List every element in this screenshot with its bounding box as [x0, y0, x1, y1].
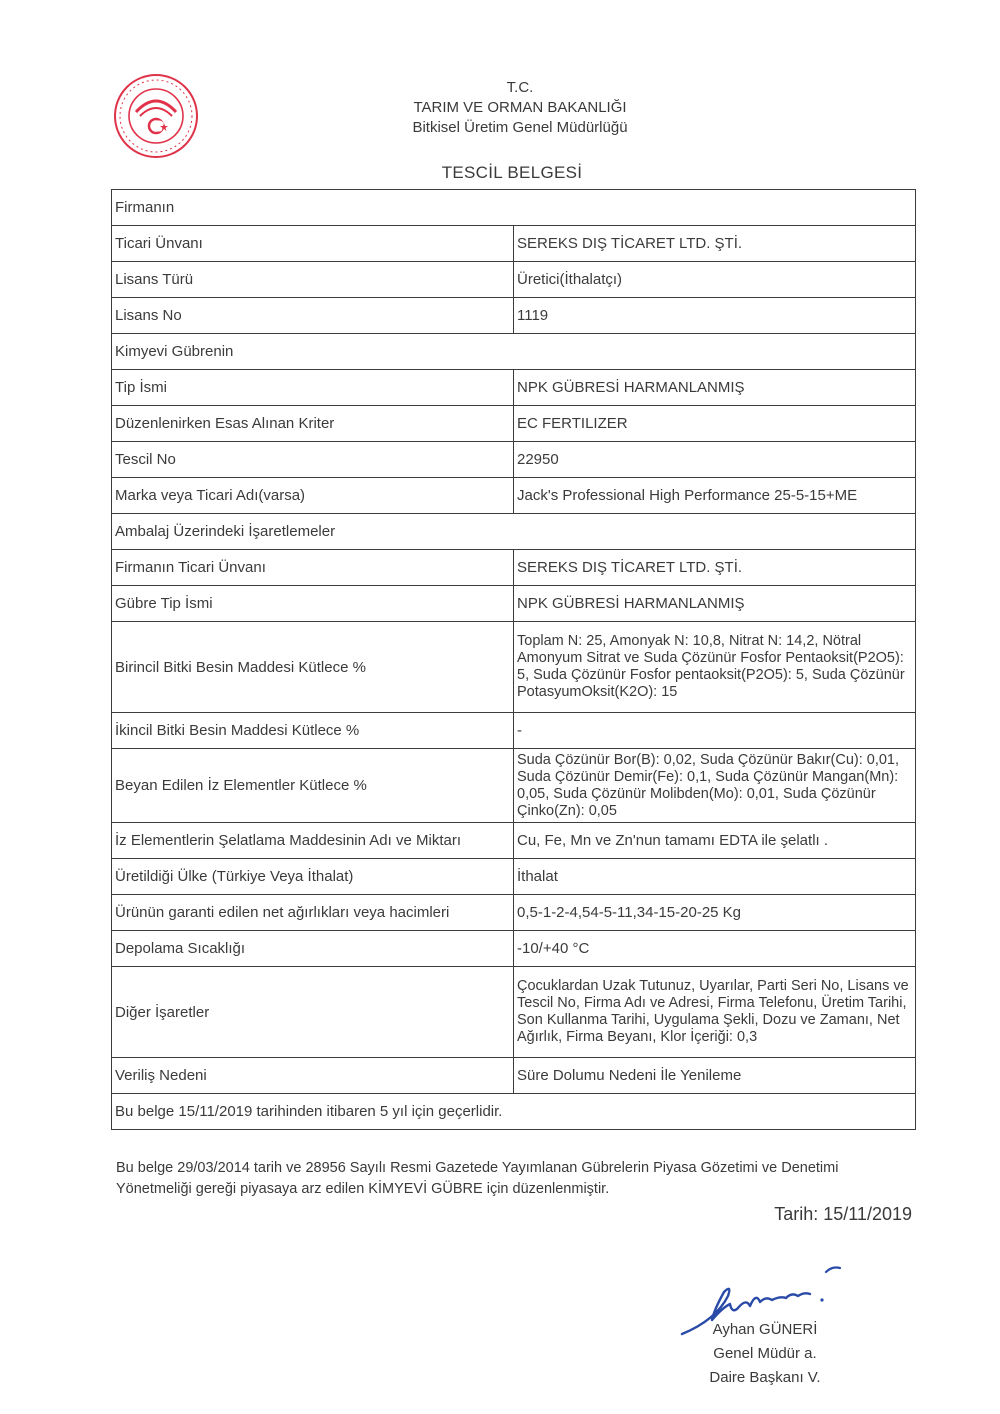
row-label: İz Elementlerin Şelatlama Maddesinin Adı ve Miktarı: [112, 823, 514, 859]
row-value: Toplam N: 25, Amonyak N: 10,8, Nitrat N: 14,2, Nötral Amonyum Sitrat ve Suda Çözünür Fosfor Pentaoksit(P2O5): 5, Suda Çözünür Fosfor pentaoksit(P2O5): 5, Suda Çözünür PotasyumOksit(K2O): 15: [514, 622, 916, 713]
row-label: Lisans No: [112, 298, 514, 334]
table-row: [112, 622, 916, 713]
section-firm: Firmanın: [112, 190, 916, 226]
row-value: Üretici(İthalatçı): [514, 262, 916, 298]
section-packaging: Ambalaj Üzerindeki İşaretlemeler: [112, 514, 916, 550]
table-row: [112, 859, 916, 895]
table-row: [112, 514, 916, 550]
row-label: Beyan Edilen İz Elementler Kütlece %: [112, 749, 514, 823]
row-label: Diğer İşaretler: [112, 967, 514, 1058]
row-label: Ürünün garanti edilen net ağırlıkları veya hacimleri: [112, 895, 514, 931]
section-fertilizer: Kimyevi Gübrenin: [112, 334, 916, 370]
signatory: [690, 1318, 840, 1390]
signer-title-2: Daire Başkanı V.: [709, 1369, 821, 1386]
table-row: [112, 1094, 916, 1130]
row-value: SEREKS DIŞ TİCARET LTD. ŞTİ.: [514, 226, 916, 262]
row-label: Birincil Bitki Besin Maddesi Kütlece %: [112, 622, 514, 713]
table-row: [112, 370, 916, 406]
row-value: NPK GÜBRESİ HARMANLANMIŞ: [514, 586, 916, 622]
row-value: 0,5-1-2-4,54-5-11,34-15-20-25 Kg: [514, 895, 916, 931]
header-line-ministry: TARIM VE ORMAN BAKANLIĞI: [413, 99, 627, 116]
table-row: [112, 823, 916, 859]
signer-title: Genel Müdür a.: [713, 1345, 817, 1362]
row-value: 1119: [514, 298, 916, 334]
header-line-tc: T.C.: [506, 79, 534, 96]
table-row: [112, 713, 916, 749]
row-value: 22950: [514, 442, 916, 478]
row-value: -10/+40 °C: [514, 931, 916, 967]
row-label: Tescil No: [112, 442, 514, 478]
row-label: Tip İsmi: [112, 370, 514, 406]
row-label: Ticari Ünvanı: [112, 226, 514, 262]
row-value: EC FERTILIZER: [514, 406, 916, 442]
table-row: [112, 406, 916, 442]
row-value: NPK GÜBRESİ HARMANLANMIŞ: [514, 370, 916, 406]
table-row: [112, 442, 916, 478]
row-value: Süre Dolumu Nedeni İle Yenileme: [514, 1058, 916, 1094]
registration-table: [111, 189, 916, 1130]
row-value: Cu, Fe, Mn ve Zn'nun tamamı EDTA ile şelatlı .: [514, 823, 916, 859]
table-row: [112, 967, 916, 1058]
table-row: [112, 586, 916, 622]
table-row: [112, 550, 916, 586]
table-row: [112, 262, 916, 298]
document-title: TESCİL BELGESİ: [441, 163, 583, 182]
table-row: [112, 895, 916, 931]
table-row: [112, 1058, 916, 1094]
row-label: Üretildiği Ülke (Türkiye Veya İthalat): [112, 859, 514, 895]
row-label: Lisans Türü: [112, 262, 514, 298]
table-row: [112, 749, 916, 823]
document-date: Tarih: 15/11/2019: [774, 1204, 912, 1224]
row-value: Çocuklardan Uzak Tutunuz, Uyarılar, Parti Seri No, Lisans ve Tescil No, Firma Adı ve Adresi, Firma Telefonu, Üretim Tarihi, Son Kullanma Tarihi, Uygulama Şekli, Dozu ve Zamanı, Net Ağırlık, Firma Beyanı, Klor İçeriği: 0,3: [514, 967, 916, 1058]
table-row: [112, 931, 916, 967]
row-label: Gübre Tip İsmi: [112, 586, 514, 622]
row-label: Düzenlenirken Esas Alınan Kriter: [112, 406, 514, 442]
ministry-seal-logo: [112, 72, 200, 160]
row-value: -: [514, 713, 916, 749]
row-value: Suda Çözünür Bor(B): 0,02, Suda Çözünür Bakır(Cu): 0,01, Suda Çözünür Demir(Fe): 0,1, Suda Çözünür Mangan(Mn): 0,05, Suda Çözünür Molibden(Mo): 0,01, Suda Çözünür Çinko(Zn): 0,05: [514, 749, 916, 823]
row-label: Depolama Sıcaklığı: [112, 931, 514, 967]
row-value: Jack's Professional High Performance 25-5-15+ME: [514, 478, 916, 514]
table-row: [112, 478, 916, 514]
row-label: Firmanın Ticari Ünvanı: [112, 550, 514, 586]
legal-footnote: Bu belge 29/03/2014 tarih ve 28956 Sayılı Resmi Gazetede Yayımlanan Gübrelerin Piyasa Gözetimi ve Denetimi Yönetmeliği gereği piyasaya arz edilen KİMYEVİ GÜBRE için düzenlenmiştir.: [116, 1160, 839, 1197]
table-row: [112, 334, 916, 370]
row-label: Marka veya Ticari Adı(varsa): [112, 478, 514, 514]
header-line-directorate: Bitkisel Üretim Genel Müdürlüğü: [412, 119, 628, 136]
table-row: [112, 226, 916, 262]
signer-name: Ayhan GÜNERİ: [712, 1321, 818, 1338]
row-value: SEREKS DIŞ TİCARET LTD. ŞTİ.: [514, 550, 916, 586]
table-row: [112, 190, 916, 226]
row-value: İthalat: [514, 859, 916, 895]
table-row: [112, 298, 916, 334]
validity-note: Bu belge 15/11/2019 tarihinden itibaren 5 yıl için geçerlidir.: [112, 1094, 916, 1130]
row-label: İkincil Bitki Besin Maddesi Kütlece %: [112, 713, 514, 749]
ministry-header: [340, 78, 700, 138]
row-label: Veriliş Nedeni: [112, 1058, 514, 1094]
